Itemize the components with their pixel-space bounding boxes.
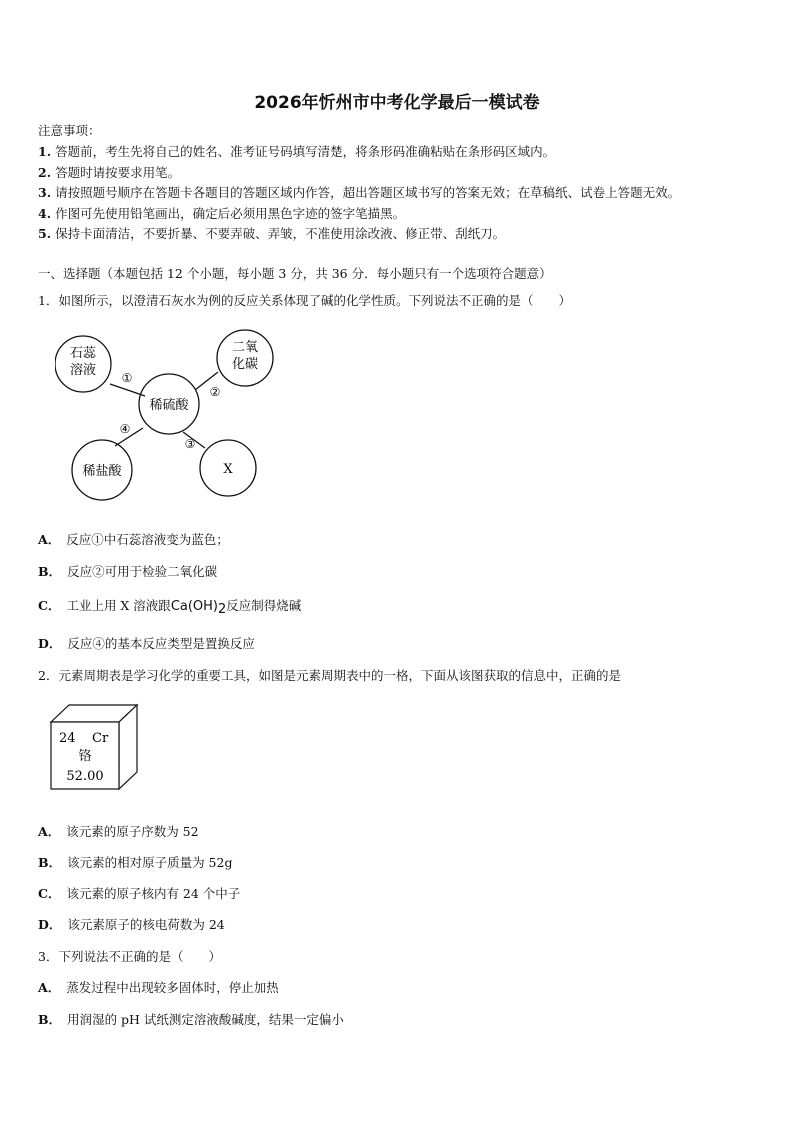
question-3-stem: 3．下列说法不正确的是（ ）	[38, 949, 221, 964]
q2-option-a: A． 该元素的原子序数为 52	[38, 824, 199, 839]
atomic-number: 24	[59, 731, 76, 746]
notice-item: 3. 请按照题号顺序在答题卡各题目的答题区域内作答，超出答题区域书写的答案无效；在草稿纸、试卷上答题无效。	[38, 185, 681, 200]
node-hcl-label: 稀盐酸	[82, 464, 122, 479]
question-2-stem: 2．元素周期表是学习化学的重要工具，如图是元素周期表中的一格，下面从该图获取的信息中，正确的是	[38, 668, 621, 683]
periodic-cell	[48, 702, 140, 792]
q2-option-c: C． 该元素的原子核内有 24 个中子	[38, 886, 241, 901]
page-title: 2026年忻州市中考化学最后一模试卷	[254, 93, 540, 113]
edge-label-1: ①	[121, 371, 133, 385]
q2-option-b: B． 该元素的相对原子质量为 52g	[38, 855, 233, 870]
q1-option-d: D． 反应④的基本反应类型是置换反应	[38, 636, 255, 651]
question-1-stem: 1．如图所示，以澄清石灰水为例的反应关系体现了碱的化学性质。下列说法不正确的是（ ）	[38, 293, 571, 308]
q1-option-a: A． 反应①中石蕊溶液变为蓝色；	[38, 532, 229, 547]
q1-option-c: C． 工业上用 X 溶液跟Ca(OH)2反应制得烧碱	[38, 598, 302, 617]
edge-label-3: ③	[184, 437, 196, 451]
notice-item: 4. 作图可先使用铅笔画出，确定后必须用黑色字迹的签字笔描黑。	[38, 206, 406, 221]
edge-line-1	[110, 384, 145, 396]
node-co2-line2: 化碳	[231, 357, 259, 372]
node-co2-line1: 二氧	[231, 340, 259, 355]
node-x-label: X	[223, 462, 233, 477]
node-litmus-line1: 石蕊	[69, 346, 97, 361]
element-name: 铬	[78, 749, 92, 764]
q2-option-d: D． 该元素原子的核电荷数为 24	[38, 917, 225, 932]
q3-option-a: A． 蒸发过程中出现较多固体时，停止加热	[38, 980, 279, 995]
edge-label-4: ④	[119, 422, 131, 436]
notice-item: 5. 保持卡面清洁，不要折暴、不要弄破、弄皱，不准使用涂改液、修正带、刮纸刀。	[38, 226, 506, 241]
atomic-mass: 52.00	[66, 769, 104, 784]
q3-option-b: B． 用润湿的 pH 试纸测定溶液酸碱度，结果一定偏小	[38, 1012, 344, 1027]
notice-heading: 注意事项：	[38, 123, 101, 138]
reaction-diagram	[55, 320, 295, 510]
notice-item: 2. 答题时请按要求用笔。	[38, 165, 181, 180]
node-litmus-line2: 溶液	[69, 363, 97, 378]
formula-caoh2: Ca(OH)	[170, 599, 219, 614]
notice-item: 1. 答题前，考生先将自己的姓名、准考证号码填写清楚，将条形码准确粘贴在条形码区域内。	[38, 144, 556, 159]
section-heading: 一、选择题（本题包括 12 个小题，每小题 3 分，共 36 分．每小题只有一个选项符合题意）	[38, 266, 552, 281]
edge-label-2: ②	[209, 385, 221, 399]
element-symbol: Cr	[92, 731, 109, 746]
q1-option-b: B． 反应②可用于检验二氧化碳	[38, 564, 218, 579]
node-center-label: 稀硫酸	[149, 398, 189, 413]
